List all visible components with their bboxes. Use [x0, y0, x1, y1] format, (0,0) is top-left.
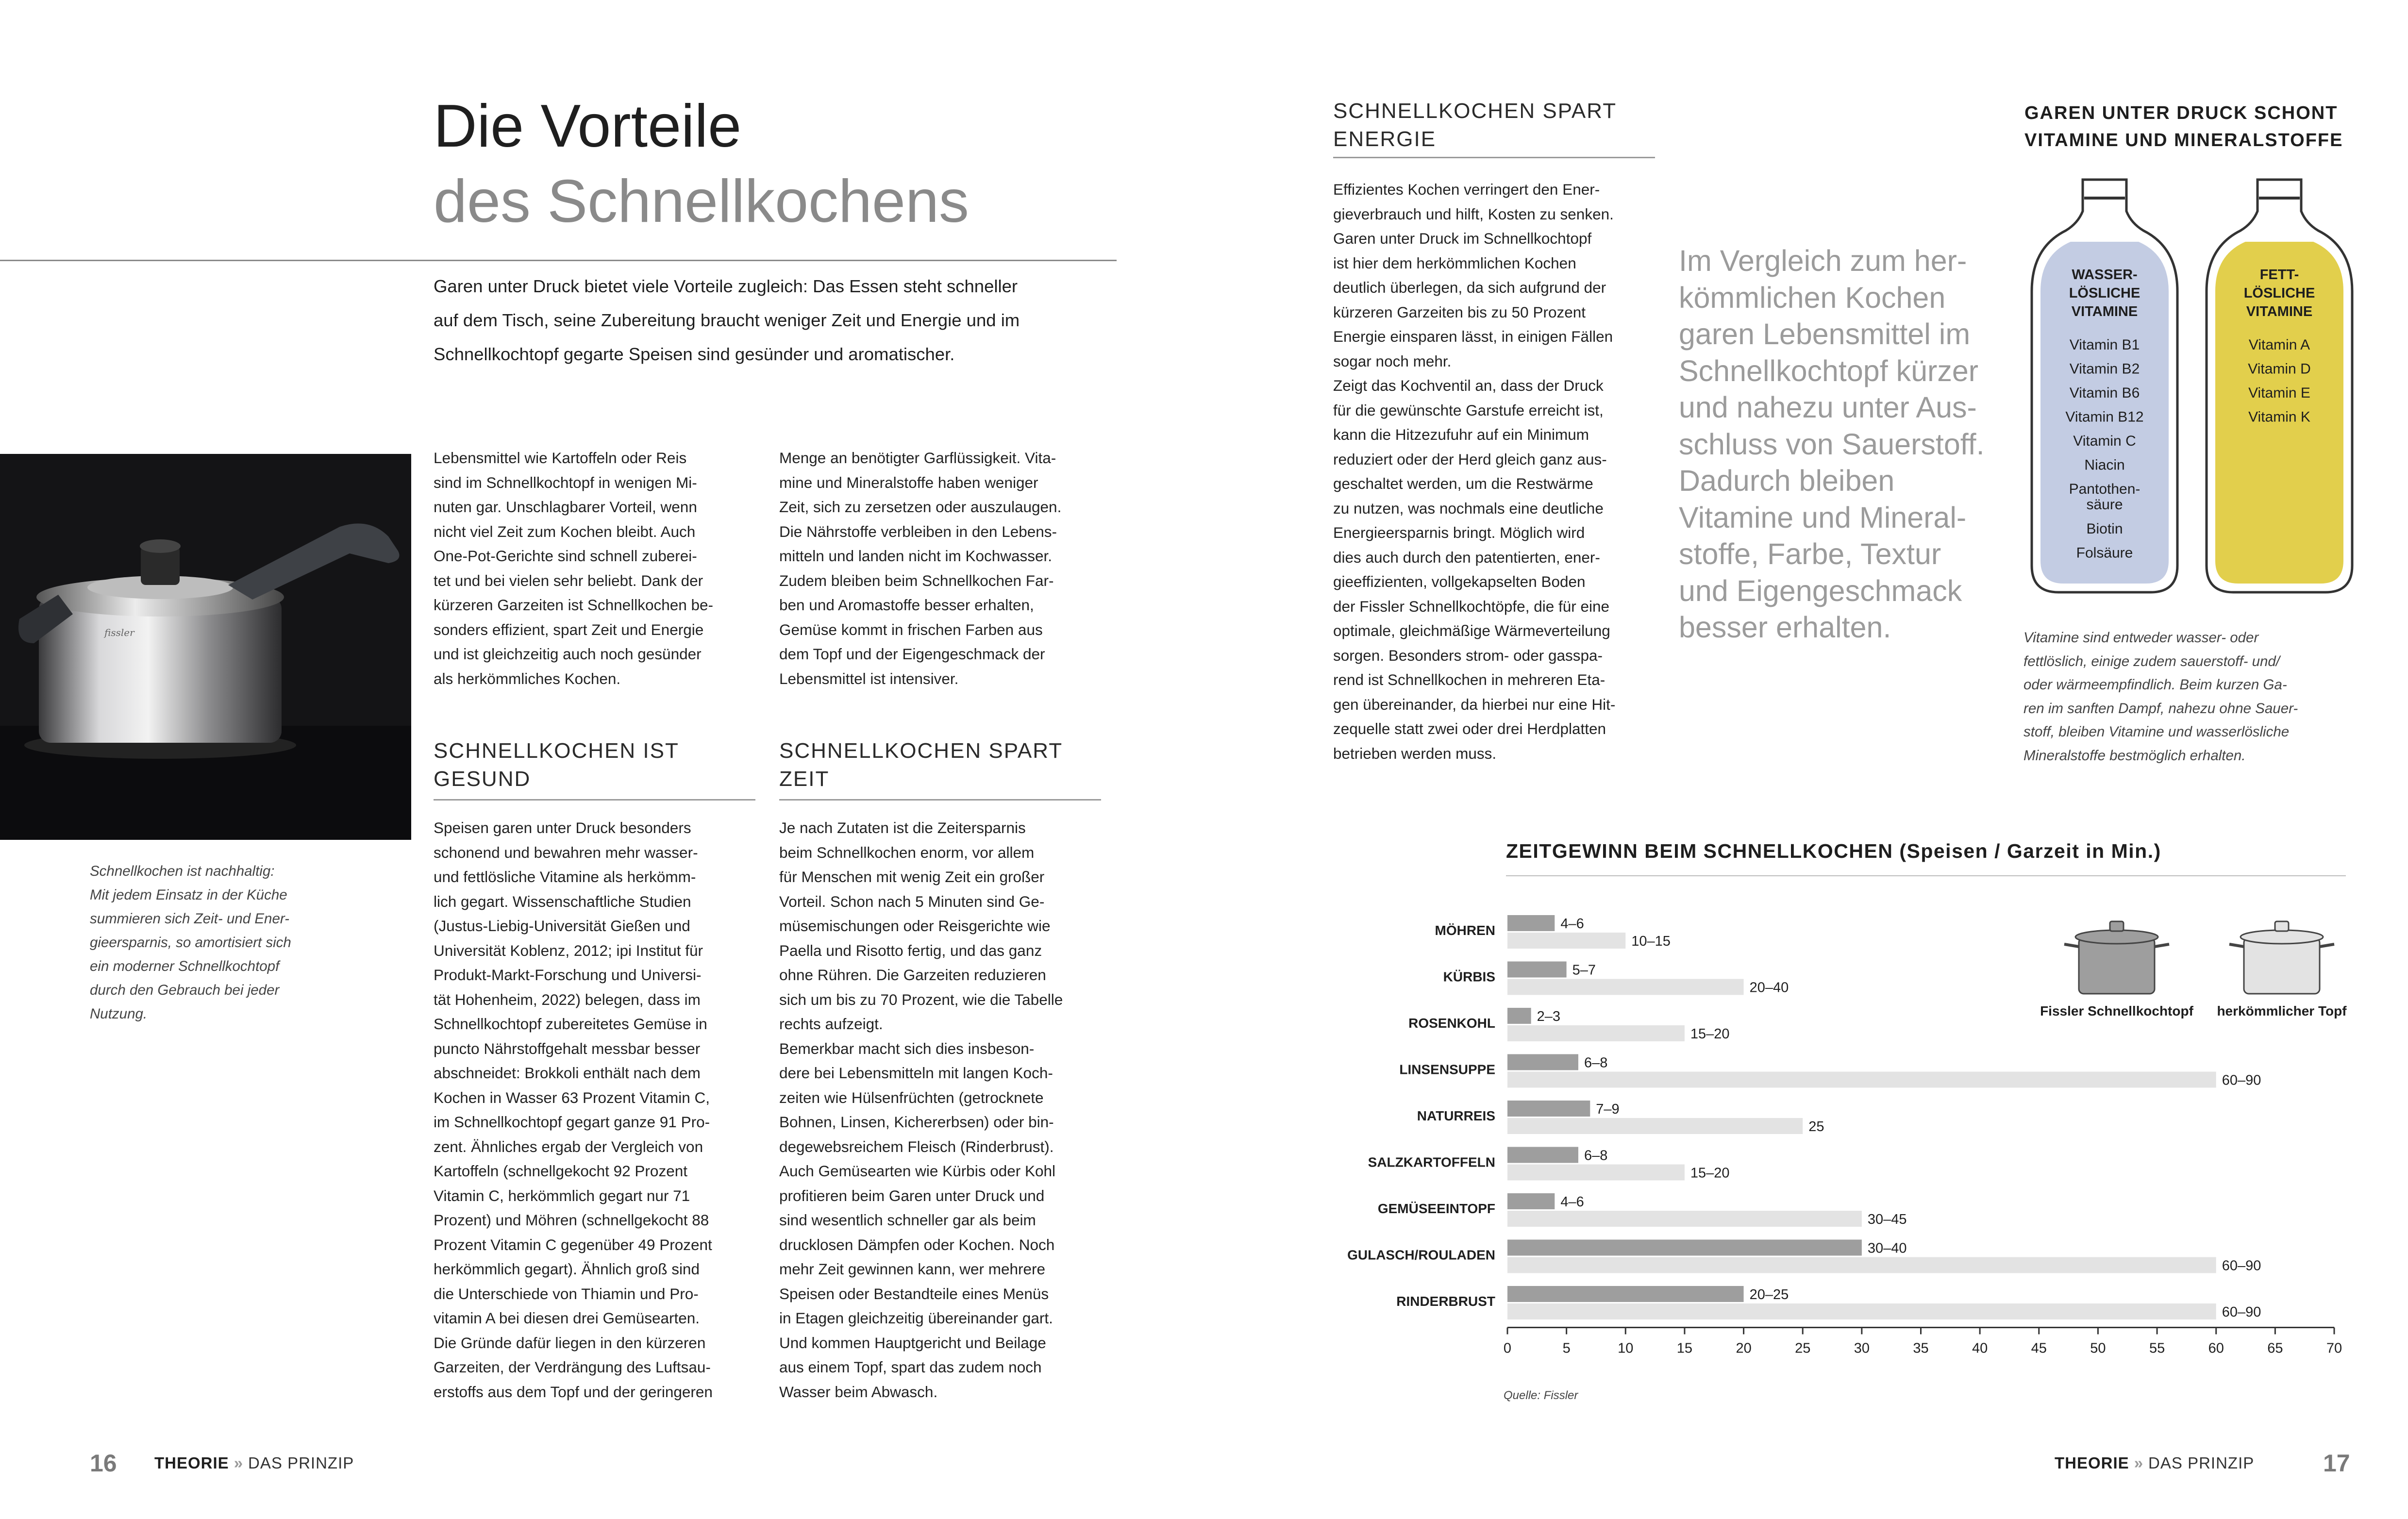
legend-label: Fissler Schnellkochtopf: [2040, 1003, 2193, 1018]
water-title-line: WASSER-: [2072, 267, 2138, 283]
x-tick-label: 40: [1972, 1340, 1988, 1356]
pressure-cooker-bar: [1507, 1101, 1590, 1117]
footer-breadcrumb-right: THEORIE » DAS PRINZIP: [2055, 1454, 2255, 1472]
conventional-pot-value-label: 15–20: [1690, 1165, 1730, 1181]
category-label: GEMÜSEEINTOPF: [1377, 1201, 1495, 1216]
conventional-pot-legend-icon-handle-left: [2229, 944, 2244, 947]
conventional-pot-value-label: 60–90: [2222, 1072, 2261, 1088]
category-label: SALZKARTOFFELN: [1368, 1154, 1495, 1170]
conventional-pot-value-label: 60–90: [2222, 1258, 2261, 1274]
category-label: LINSENSUPPE: [1399, 1062, 1495, 1077]
fat-title-line: FETT-: [2259, 267, 2299, 283]
chart-title-rule: [1506, 875, 2346, 876]
x-tick-label: 0: [1503, 1340, 1512, 1356]
category-label: GULASCH/ROULADEN: [1347, 1247, 1495, 1263]
x-tick-label: 50: [2090, 1340, 2106, 1356]
conventional-pot-value-label: 20–40: [1749, 980, 1789, 996]
water-vitamin-item: Vitamin B6: [2069, 385, 2140, 401]
time-savings-bar-chart: [1311, 884, 2379, 1418]
conventional-pot-bar: [1507, 1303, 2216, 1319]
pressure-cooker-illustration: [0, 454, 411, 840]
chart-source: Quelle: Fissler: [1504, 1389, 1578, 1402]
x-tick-label: 5: [1562, 1340, 1571, 1356]
body-column-1: Lebensmittel wie Kartoffeln oder Reis sind im Schnellkochtopf in wenigen Mi- nuten gar. Unschlagbarer Vorteil, wenn nicht viel Zeit zum Kochen bleibt. Auch One-Pot-Gerichte sind schnell zuberei- tet und bei vielen sehr beliebt. Dank der kürzeren Garzeiten ist Schnellkochen be- sonders effizient, spart Zeit und Energie und ist gleichzeitig auch noch gesünder als herkömmliches Kochen.: [434, 449, 714, 687]
water-vitamin-item: Vitamin B12: [2065, 409, 2144, 425]
conventional-pot-bar: [1507, 1072, 2216, 1088]
water-vitamin-item: Vitamin B2: [2069, 361, 2140, 377]
conventional-pot-value-label: 10–15: [1631, 934, 1671, 949]
pressure-cooker-bar: [1507, 1240, 1862, 1256]
x-tick-label: 45: [2031, 1340, 2047, 1356]
pressure-cooker-photo: [0, 454, 411, 840]
x-tick-label: 10: [1618, 1340, 1634, 1356]
section-body-energie: Effizientes Kochen verringert den Ener- gieverbrauch und hilft, Kosten zu senken. Garen unter Druck im Schnellkochtopf ist hier dem herkömmlichen Kochen deutlich überlegen, da sich aufgrund der kürzeren Garzeiten bis zu 50 Prozent Energie einsparen lässt, in einigen Fällen sogar noch mehr. Zeigt das Kochventil an, dass der Druck für die gewünschte Garstufe erreicht ist, kann die Hitzezufuhr auf ein Minimum reduziert oder der Herd gleich ganz aus- geschaltet werden, um die Restwärme zu nutzen, was nochmals eine deutliche Energieersparnis bringt. Möglich wird dies auch durch den patentierten, ener- gieeffizienten, vollgekapselten Boden der Fissler Schnellkochtöpfe, die für eine optimale, gleichmäßige Wärmeverteilung sorgen. Besonders strom- oder gasspa- rend ist Schnellkochen in mehreren Eta- gen übereinander, da hierbei nur eine Hit- zequelle statt zwei oder drei Herdplatten betrieben werden muss.: [1333, 181, 1616, 762]
pressure-cooker-bar: [1507, 1286, 1744, 1302]
legend-label: herkömmlicher Topf: [2217, 1003, 2347, 1018]
title-divider: [0, 260, 1117, 261]
fat-title-line: LÖSLICHE: [2243, 285, 2315, 301]
conventional-pot-value-label: 25: [1808, 1119, 1824, 1135]
category-label: NATURREIS: [1417, 1108, 1495, 1123]
x-tick-label: 65: [2267, 1340, 2283, 1356]
water-vitamin-item: Biotin: [2086, 521, 2123, 537]
x-tick-label: 30: [1854, 1340, 1870, 1356]
pressure-cooker-legend-icon-body: [2079, 938, 2155, 994]
conventional-pot-legend-icon-lid: [2241, 930, 2323, 944]
body-column-2: Menge an benötigter Garflüssigkeit. Vita- mine und Mineralstoffe haben weniger Zeit, sich zu zersetzen oder auszulaugen. Die Nährstoffe verbleiben in den Lebens- mitteln und landen nicht im Kochwasser. Zudem bleiben beim Schnellkochen Far- ben und Aromastoffe besser erhalten, Gemüse kommt in frischen Farben aus dem Topf und der Eigengeschmack der Lebensmittel ist intensiver.: [779, 449, 1062, 687]
pressure-cooker-value-label: 6–8: [1584, 1148, 1608, 1164]
pressure-cooker-legend-icon: [2064, 921, 2169, 994]
water-vitamin-item: Niacin: [2084, 457, 2125, 473]
conventional-pot-bar: [1507, 933, 1625, 949]
pressure-cooker-bar: [1507, 1008, 1531, 1024]
svg-text:fissler: fissler: [104, 627, 134, 638]
section-heading-gesund: SCHNELLKOCHEN IST GESUND: [434, 739, 679, 791]
pressure-cooker-legend-icon-lid: [2075, 930, 2158, 944]
conventional-pot-legend-icon-body: [2244, 938, 2320, 994]
water-title-line: VITAMINE: [2071, 304, 2138, 319]
pressure-cooker-legend-icon-knob: [2110, 921, 2124, 931]
fat-vitamin-item: Vitamin D: [2248, 361, 2311, 377]
pull-quote: Im Vergleich zum her- kömmlichen Kochen garen Lebensmittel im Schnellkochtopf kürzer und nahezu unter Aus- schluss von Sauerstoff. Dadurch bleiben Vitamine und Mineral- stoffe, Farbe, Textur und Eigengeschmack besser erhalten.: [1679, 244, 1985, 644]
category-label: RINDERBRUST: [1396, 1294, 1495, 1309]
section-rule-energie: [1333, 157, 1655, 158]
pressure-cooker-value-label: 4–6: [1560, 1194, 1584, 1210]
pressure-cooker-value-label: 2–3: [1537, 1009, 1561, 1024]
vitamin-bottles-graphic: [2015, 170, 2374, 607]
conventional-pot-bar: [1507, 1118, 1803, 1134]
fat-title-line: VITAMINE: [2246, 304, 2313, 319]
pressure-cooker-bar: [1507, 1193, 1555, 1209]
conventional-pot-value-label: 30–45: [1867, 1212, 1907, 1227]
conventional-pot-bar: [1507, 1165, 1685, 1181]
fat-vitamin-item: Vitamin A: [2248, 337, 2310, 353]
chart-title: ZEITGEWINN BEIM SCHNELLKOCHEN (Speisen / Garzeit in Min.): [1506, 840, 2161, 862]
category-label: KÜRBIS: [1443, 969, 1495, 985]
vitamin-box-heading: GAREN UNTER DRUCK SCHONT VITAMINE UND MINERALSTOFFE: [2024, 103, 2343, 150]
x-tick-label: 15: [1676, 1340, 1693, 1356]
conventional-pot-value-label: 60–90: [2222, 1304, 2261, 1320]
pressure-cooker-value-label: 30–40: [1867, 1240, 1907, 1256]
page-subtitle: des Schnellkochens: [434, 168, 969, 235]
category-label: MÖHREN: [1435, 923, 1495, 938]
fat-bottle-neck-line: [2259, 197, 2300, 200]
footer-breadcrumb-left: THEORIE » DAS PRINZIP: [154, 1454, 354, 1472]
pressure-cooker-value-label: 4–6: [1560, 916, 1584, 932]
page-number-right: 17: [2323, 1450, 2350, 1477]
water-bottle-neck-line: [2084, 197, 2125, 200]
conventional-pot-value-label: 15–20: [1690, 1026, 1730, 1042]
conventional-pot-bar: [1507, 1257, 2216, 1273]
water-vitamin-item: säure: [2086, 497, 2123, 513]
conventional-pot-legend-icon-knob: [2275, 921, 2289, 931]
pressure-cooker-bar: [1507, 915, 1555, 931]
conventional-pot-legend-icon: [2229, 921, 2334, 994]
conventional-pot-bar: [1507, 979, 1744, 995]
fat-vitamin-item: Vitamin K: [2248, 409, 2310, 425]
x-tick-label: 20: [1736, 1340, 1752, 1356]
water-title-line: LÖSLICHE: [2069, 285, 2140, 301]
pressure-cooker-value-label: 20–25: [1749, 1287, 1789, 1302]
x-tick-label: 35: [1913, 1340, 1929, 1356]
pressure-cooker-bar: [1507, 1054, 1578, 1070]
section-rule-zeit: [779, 799, 1101, 801]
x-tick-label: 55: [2149, 1340, 2165, 1356]
section-body-zeit: Je nach Zutaten ist die Zeitersparnis beim Schnellkochen enorm, vor allem für Menschen mit wenig Zeit ein großer Vorteil. Schon nach 5 Minuten sind Ge- müsemischungen oder Reisgerichte wie Paella und Risotto fertig, und das ganz ohne Rühren. Die Garzeiten reduzieren sich um bis zu 70 Prozent, wie die Tabelle rechts aufzeigt. Bemerkbar macht sich dies insbeson- dere bei Lebensmitteln mit langen Koch- zeiten wie Hülsenfrüchten (getrocknete Bohnen, Linsen, Kichererbsen) oder bin- degewebsreichem Fleisch (Rinderbrust). Auch Gemüsearten wie Kürbis oder Kohl profitieren beim Garen unter Druck und sind wesentlich schneller gar als beim drucklosen Dämpfen oder Kochen. Noch mehr Zeit gewinnen kann, wer mehrere Speisen oder Bestandteile eines Menüs in Etagen gleichzeitig übereinander gart. Und kommen Hauptgericht und Beilage aus einem Topf, spart das zudem noch Wasser beim Abwasch.: [779, 819, 1063, 1401]
pressure-cooker-legend-icon-handle: [2155, 944, 2169, 947]
photo-caption: Schnellkochen ist nachhaltig: Mit jedem Einsatz in der Küche summieren sich Zeit- und Ener- gieersparnis, so amortisiert sich ein moderner Schnellkochtopf durch den Gebrauch bei jeder Nutzung.: [90, 863, 291, 1022]
x-tick-label: 25: [1795, 1340, 1811, 1356]
section-heading-zeit: SCHNELLKOCHEN SPART ZEIT: [779, 739, 1063, 791]
section-body-gesund: Speisen garen unter Druck besonders schonend und bewahren mehr wasser- und fettlösliche Vitamine als herkömm- lich gegart. Wissenschaftliche Studien (Justus-Liebig-Universität Gießen und Universität Koblenz, 2012; ipi Institut für Produkt-Markt-Forschung und Universi- tät Hohenheim, 2022) belegen, dass im Schnellkochtopf zubereitetes Gemüse in puncto Nährstoffgehalt messbar besser abschneidet: Brokkoli enthält nach dem Kochen in Wasser 63 Prozent Vitamin C, im Schnellkochtopf gegart ganze 91 Pro- zent. Ähnliches ergab der Vergleich von Kartoffeln (schnellgekocht 92 Prozent Vitamin C, herkömmlich gegart nur 71 Prozent) und Möhren (schnellgekocht 88 Prozent Vitamin C gegenüber 49 Prozent herkömmlich gegart). Ähnlich groß sind die Unterschiede von Thiamin und Pro- vitamin A bei diesen drei Gemüsearten. Die Gründe dafür liegen in den kürzeren Garzeiten, der Verdrängung des Luftsau- erstoffs aus dem Topf und der geringeren: [434, 819, 713, 1401]
water-vitamin-item: Pantothen-: [2069, 481, 2140, 497]
pressure-cooker-bar: [1507, 1147, 1578, 1163]
section-rule-gesund: [434, 799, 755, 801]
pressure-cooker-bar: [1507, 962, 1567, 978]
pressure-cooker-value-label: 5–7: [1572, 962, 1596, 978]
water-vitamin-item: Vitamin C: [2073, 433, 2136, 449]
pressure-cooker-value-label: 7–9: [1596, 1102, 1620, 1117]
vitamin-caption: Vitamine sind entweder wasser- oder fettlöslich, einige zudem sauerstoff- und/ oder wärmeempfindlich. Beim kurzen Ga- ren im sanften Dampf, nahezu ohne Sauer- stoff, bleiben Vitamine und wasserlösliche Mineralstoffe bestmöglich erhalten.: [2023, 630, 2298, 764]
x-tick-label: 70: [2326, 1340, 2342, 1356]
category-label: ROSENKOHL: [1408, 1016, 1495, 1031]
intro-paragraph: Garen unter Druck bietet viele Vorteile zugleich: Das Essen steht schneller auf dem Tisch, seine Zubereitung braucht weniger Zeit und Energie und im Schnellkochtopf gegarte Speisen sind gesünder und aromatischer.: [434, 276, 1020, 364]
pressure-cooker-legend-icon-handle-left: [2064, 944, 2079, 947]
water-vitamin-item: Folsäure: [2076, 545, 2133, 561]
fat-vitamin-item: Vitamin E: [2248, 385, 2310, 401]
conventional-pot-legend-icon-handle: [2320, 944, 2334, 947]
page-number-left: 16: [90, 1450, 117, 1477]
section-heading-energie: SCHNELLKOCHEN SPART ENERGIE: [1333, 99, 1617, 151]
x-tick-label: 60: [2208, 1340, 2224, 1356]
pressure-cooker-value-label: 6–8: [1584, 1055, 1608, 1071]
conventional-pot-bar: [1507, 1025, 1685, 1041]
conventional-pot-bar: [1507, 1211, 1862, 1227]
water-vitamin-item: Vitamin B1: [2069, 337, 2140, 353]
page-title: Die Vorteile: [434, 93, 742, 160]
